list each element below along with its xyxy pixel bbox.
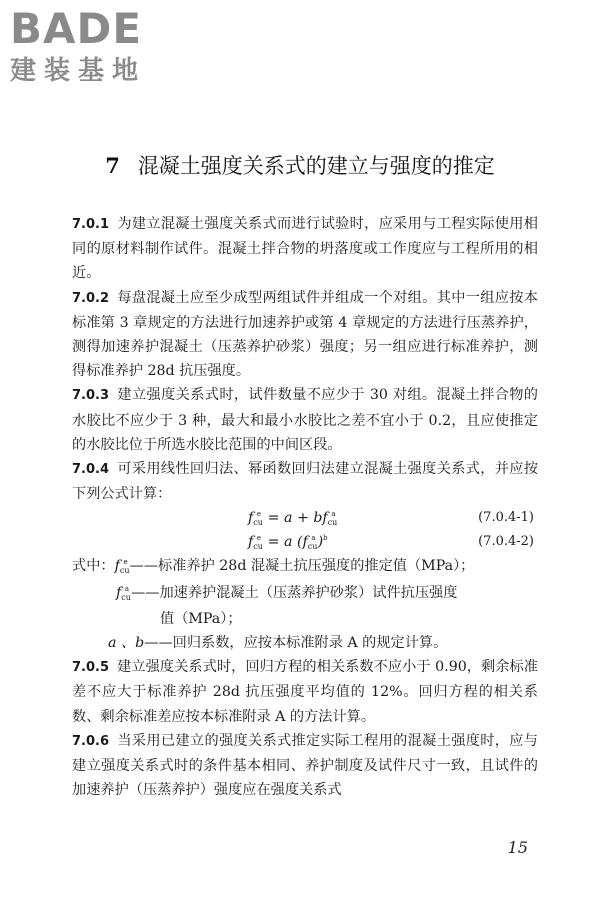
definition-a-b: a 、b——回归系数，应按本标准附录 A 的规定计算。 [108,635,448,652]
equation-7-0-4-2 [72,530,538,554]
logo-subtitle: 建装基地 [10,56,147,86]
equation-number: (7.0.4-2) [478,534,534,550]
chapter-title: 混凝土强度关系式的建立与强度的推定 [137,154,495,178]
clause-number: 7.0.4 [72,462,110,478]
clause-7-0-2 [72,286,538,384]
brand-logo [10,6,180,88]
chapter-number: 7 [105,153,120,178]
clause-7-0-1 [72,212,538,286]
clause-number: 7.0.1 [72,217,110,232]
chapter-heading [0,150,600,180]
definition-f-a-cu-continued: 值（MPa）； [160,610,242,627]
definition-f-a-cu: $f_{cu}^a$ ——加速养护混凝土（压蒸养护砂浆）试件抗压强度 [116,584,458,602]
clause-number: 7.0.2 [72,290,110,306]
page-number: 15 [507,838,528,857]
clause-number: 7.0.3 [72,388,110,404]
clause-text: 当采用已建立的强度关系式推定实际工程用的混凝土强度时，应与建立强度关系式时的条件基本相同、养护制度及试件尺寸一致，且试件的加速养护（压蒸养护）强度应在强度关系式 [72,732,538,799]
logo-brand-text: BADE [10,4,143,53]
equation-number: (7.0.4-1) [478,510,534,526]
clause-7-0-3 [72,383,538,457]
clause-number: 7.0.6 [72,733,110,749]
clause-text: 可采用线性回归法、幂函数回归法建立混凝土强度关系式，并应按下列公式计算： [72,461,538,503]
equation-formula: $f_{cu}^e = a$ ($f_{cu}^a$ )$^b$ [248,534,328,552]
equation-7-0-4-1 [72,506,538,530]
clause-text: 为建立混凝土强度关系式而进行试验时，应采用与工程实际使用相同的原材料制作试件。混凝土拌合物的坍落度或工作度应与工程所用的相近。 [72,216,538,282]
clause-7-0-5 [72,655,538,729]
clause-7-0-6 [72,729,538,803]
equation-formula: $f_{cu}^e = a + bf_{cu}^a$ [248,510,338,528]
clause-text: 建立强度关系式时，回归方程的相关系数不应小于 0.90，剩余标准差不应大于标准养护 28d 抗压强度平均值的 12%。回归方程的相关系数、剩余标准差应按本标准附录 A 的方法计算。 [72,659,538,725]
clause-7-0-4 [72,457,538,506]
clause-number: 7.0.5 [72,660,110,676]
clause-text: 每盘混凝土应至少成型两组试件并组成一个对组。其中一组应按本标准第 3 章规定的方法进行加速养护或第 4 章规定的方法进行压蒸养护，测得加速养护混凝土（压蒸养护砂浆）强度；另一组应进行标准养护，测得标准养护 28d 抗压强度。 [72,289,538,380]
page-body [72,212,538,802]
clause-text: 建立强度关系式时，试件数量不应少于 30 对组。混凝土拌合物的水胶比不应少于 3 种，最大和最小水胶比之差不宜小于 0.2，且应使推定的水胶比位于所选水胶比范围的中间区段。 [72,387,538,453]
definition-f-e-cu: 式中：$f_{cu}^e$ ——标准养护 28d 混凝土抗压强度的推定值（MPa）； [72,558,475,576]
